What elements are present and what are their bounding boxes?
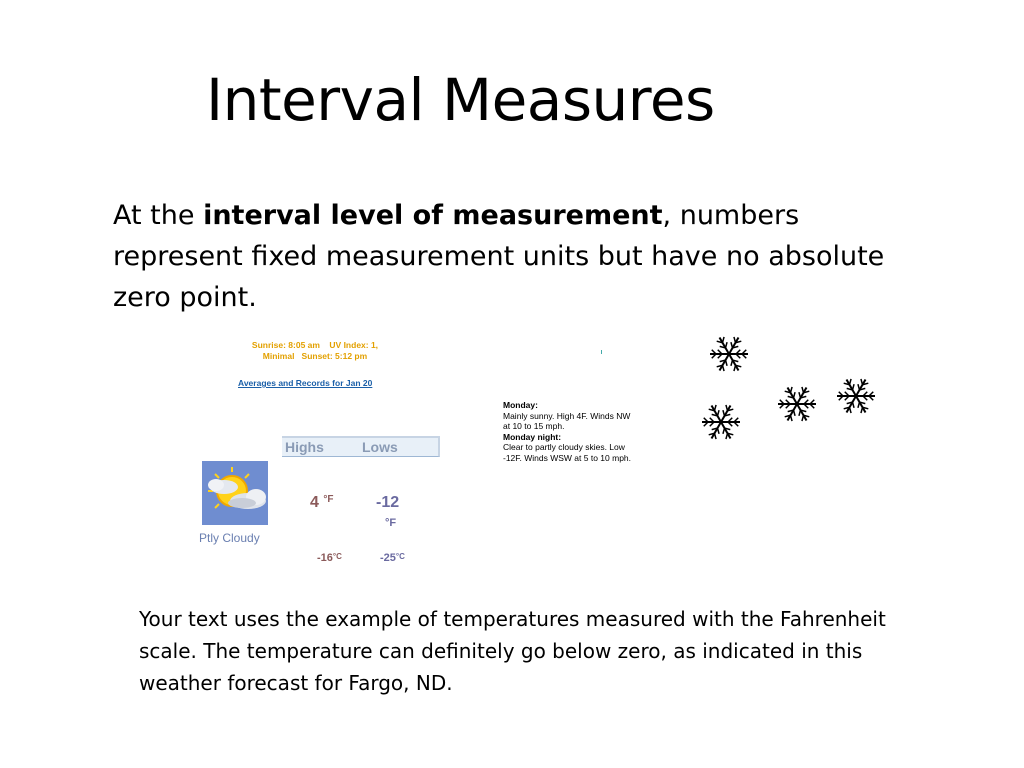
sun-uv-line-1: Sunrise: 8:05 am UV Index: 1, [251,340,379,350]
forecast-text [503,400,638,463]
snowflake-icon [835,375,877,417]
low-temp-c-value: -25 [380,552,396,564]
intro-lead: At the [113,200,204,231]
snowflake-icon [708,333,750,375]
low-temp-f-unit: °F [385,517,397,529]
averages-link[interactable]: Averages and Records for Jan 20 [238,378,373,388]
high-temp-f [310,494,333,512]
high-temp-f-value: 4 [310,494,319,511]
high-temp-c-value: -16 [317,552,333,564]
forecast-night-text: Clear to partly cloudy skies. Low -12F. Winds WSW at 5 to 10 mph. [503,442,632,463]
tab-highs[interactable]: Highs [282,436,363,457]
high-temp-f-unit: °F [323,494,334,505]
low-temp-c [380,552,405,564]
partly-cloudy-icon [202,461,268,525]
forecast-day-label: Monday: [503,400,538,410]
intro-paragraph [113,195,913,318]
high-temp-c [317,552,342,564]
tab-lows[interactable]: Lows [359,436,440,457]
high-temp-c-unit: °C [332,552,342,561]
low-temp-c-unit: °C [395,552,405,561]
divider-mark [601,350,605,354]
forecast-night-label: Monday night: [503,431,562,442]
intro-term: interval level of measurement [203,200,663,231]
snowflake-icon [776,383,818,425]
slide-title: Interval Measures [206,66,715,134]
bottom-paragraph: Your text uses the example of temperatures measured with the Fahrenheit scale. The temperature can definitely go below zero, as indicated in this weather forecast for Fargo, ND. [139,607,886,695]
intro-rest: , numbers represent fixed measurement units but have no absolute zero point. [113,200,885,313]
sun-uv-info [230,340,400,362]
forecast-day-text: Mainly sunny. High 4F. Winds NW at 10 to 15 mph. [503,410,631,431]
low-temp-f: -12 [376,494,400,511]
condition-label: Ptly Cloudy [199,531,260,545]
snowflake-icon [700,401,742,443]
sun-uv-line-2: Minimal Sunset: 5:12 pm [262,351,368,361]
